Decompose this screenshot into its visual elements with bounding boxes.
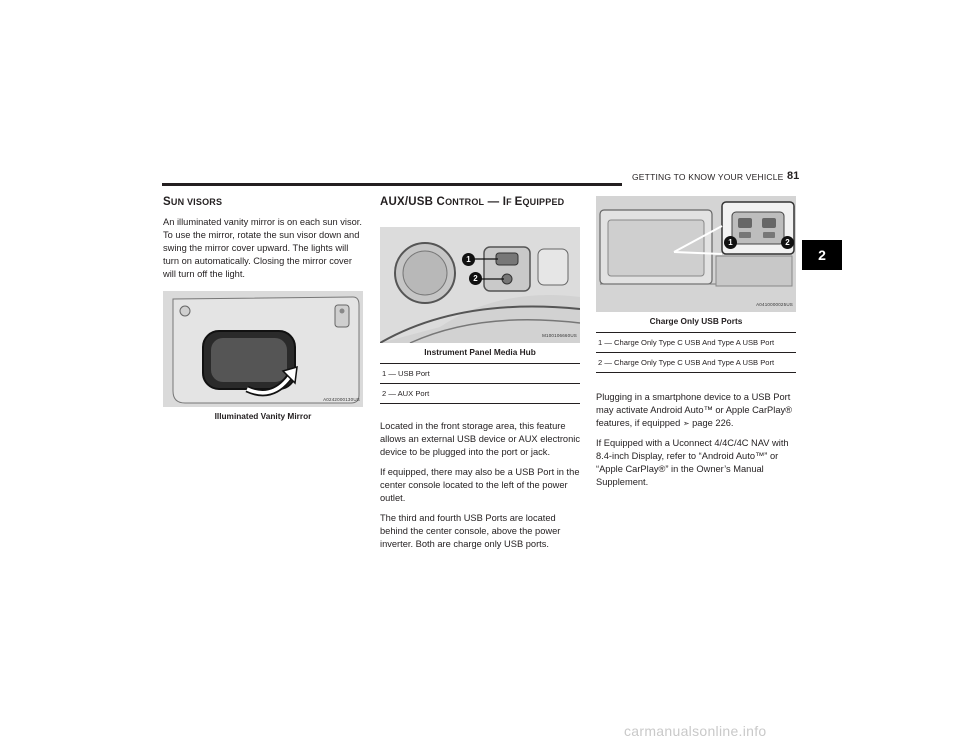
- sun-visors-body: An illuminated vanity mirror is on each sun visor. To use the mirror, rotate the sun visor down and swing the mirror cover upward. The lights will turn on automatically. Closing the mirror cover will turn off the light.: [163, 217, 362, 279]
- paragraph: If equipped, there may also be a USB Port in the center console located to the left of the power outlet.: [380, 467, 580, 503]
- page-number: 81: [787, 170, 800, 182]
- charge-usb-illustration: [596, 196, 796, 312]
- page-reference-link[interactable]: page 226.: [692, 418, 734, 428]
- figure-media-hub: [380, 227, 580, 343]
- page-reference-arrow-icon: ➣: [682, 419, 690, 428]
- legend-row: 2 — AUX Port: [380, 384, 580, 404]
- figure-code: A0242000130US: [323, 397, 360, 402]
- heading-sun-visors: SUN VISORS: [163, 196, 223, 208]
- header-rule: [162, 183, 622, 186]
- footer-watermark: carmanualsonline.info: [624, 723, 767, 739]
- paragraph-android-auto: Plugging in a smartphone device to a USB Port may activate Android Auto™ or Apple CarPlay® features, if equipped ➣ page 226.: [596, 392, 792, 428]
- figure-vanity-mirror: [163, 291, 363, 407]
- figure-caption: Instrument Panel Media Hub: [424, 347, 536, 357]
- callout-2: 2: [781, 236, 794, 249]
- figure-charge-usb: [596, 196, 796, 312]
- paragraph: The third and fourth USB Ports are located behind the center console, above the power inverter. Both are charge only USB ports.: [380, 513, 561, 549]
- callout-1: 1: [462, 253, 475, 266]
- figure-code: A0410000025US: [756, 302, 793, 307]
- column-aux-usb: [380, 196, 580, 558]
- media-hub-illustration: [380, 227, 580, 343]
- paragraph-uconnect: If Equipped with a Uconnect 4/4C/4C NAV with 8.4-inch Display, refer to “Android Auto™” or “Apple CarPlay®” in the Owner’s Manual Supplement.: [596, 438, 789, 487]
- figure-code: M100106660US: [542, 333, 577, 338]
- paragraph: Located in the front storage area, this feature allows an external USB device or AUX electronic device to be plugged into the port or jack.: [380, 421, 580, 457]
- figure-caption: Illuminated Vanity Mirror: [214, 411, 312, 421]
- figure-caption: Charge Only USB Ports: [649, 316, 743, 326]
- legend-row: 2 — Charge Only Type C USB And Type A USB Port: [596, 353, 796, 373]
- callout-2: 2: [469, 272, 482, 285]
- legend-table: [596, 332, 796, 373]
- legend-table: [380, 363, 580, 404]
- chapter-tab: 2: [802, 240, 842, 270]
- legend-row: 1 — USB Port: [380, 364, 580, 384]
- callout-1: 1: [724, 236, 737, 249]
- section-title: GETTING TO KNOW YOUR VEHICLE: [632, 172, 784, 182]
- legend-row: 1 — Charge Only Type C USB And Type A USB Port: [596, 333, 796, 353]
- heading-aux-usb: AUX/USB CONTROL — IF EQUIPPED: [380, 196, 565, 208]
- column-sun-visors: [163, 196, 363, 427]
- column-charge-usb: [596, 196, 796, 496]
- vanity-mirror-illustration: [163, 291, 363, 407]
